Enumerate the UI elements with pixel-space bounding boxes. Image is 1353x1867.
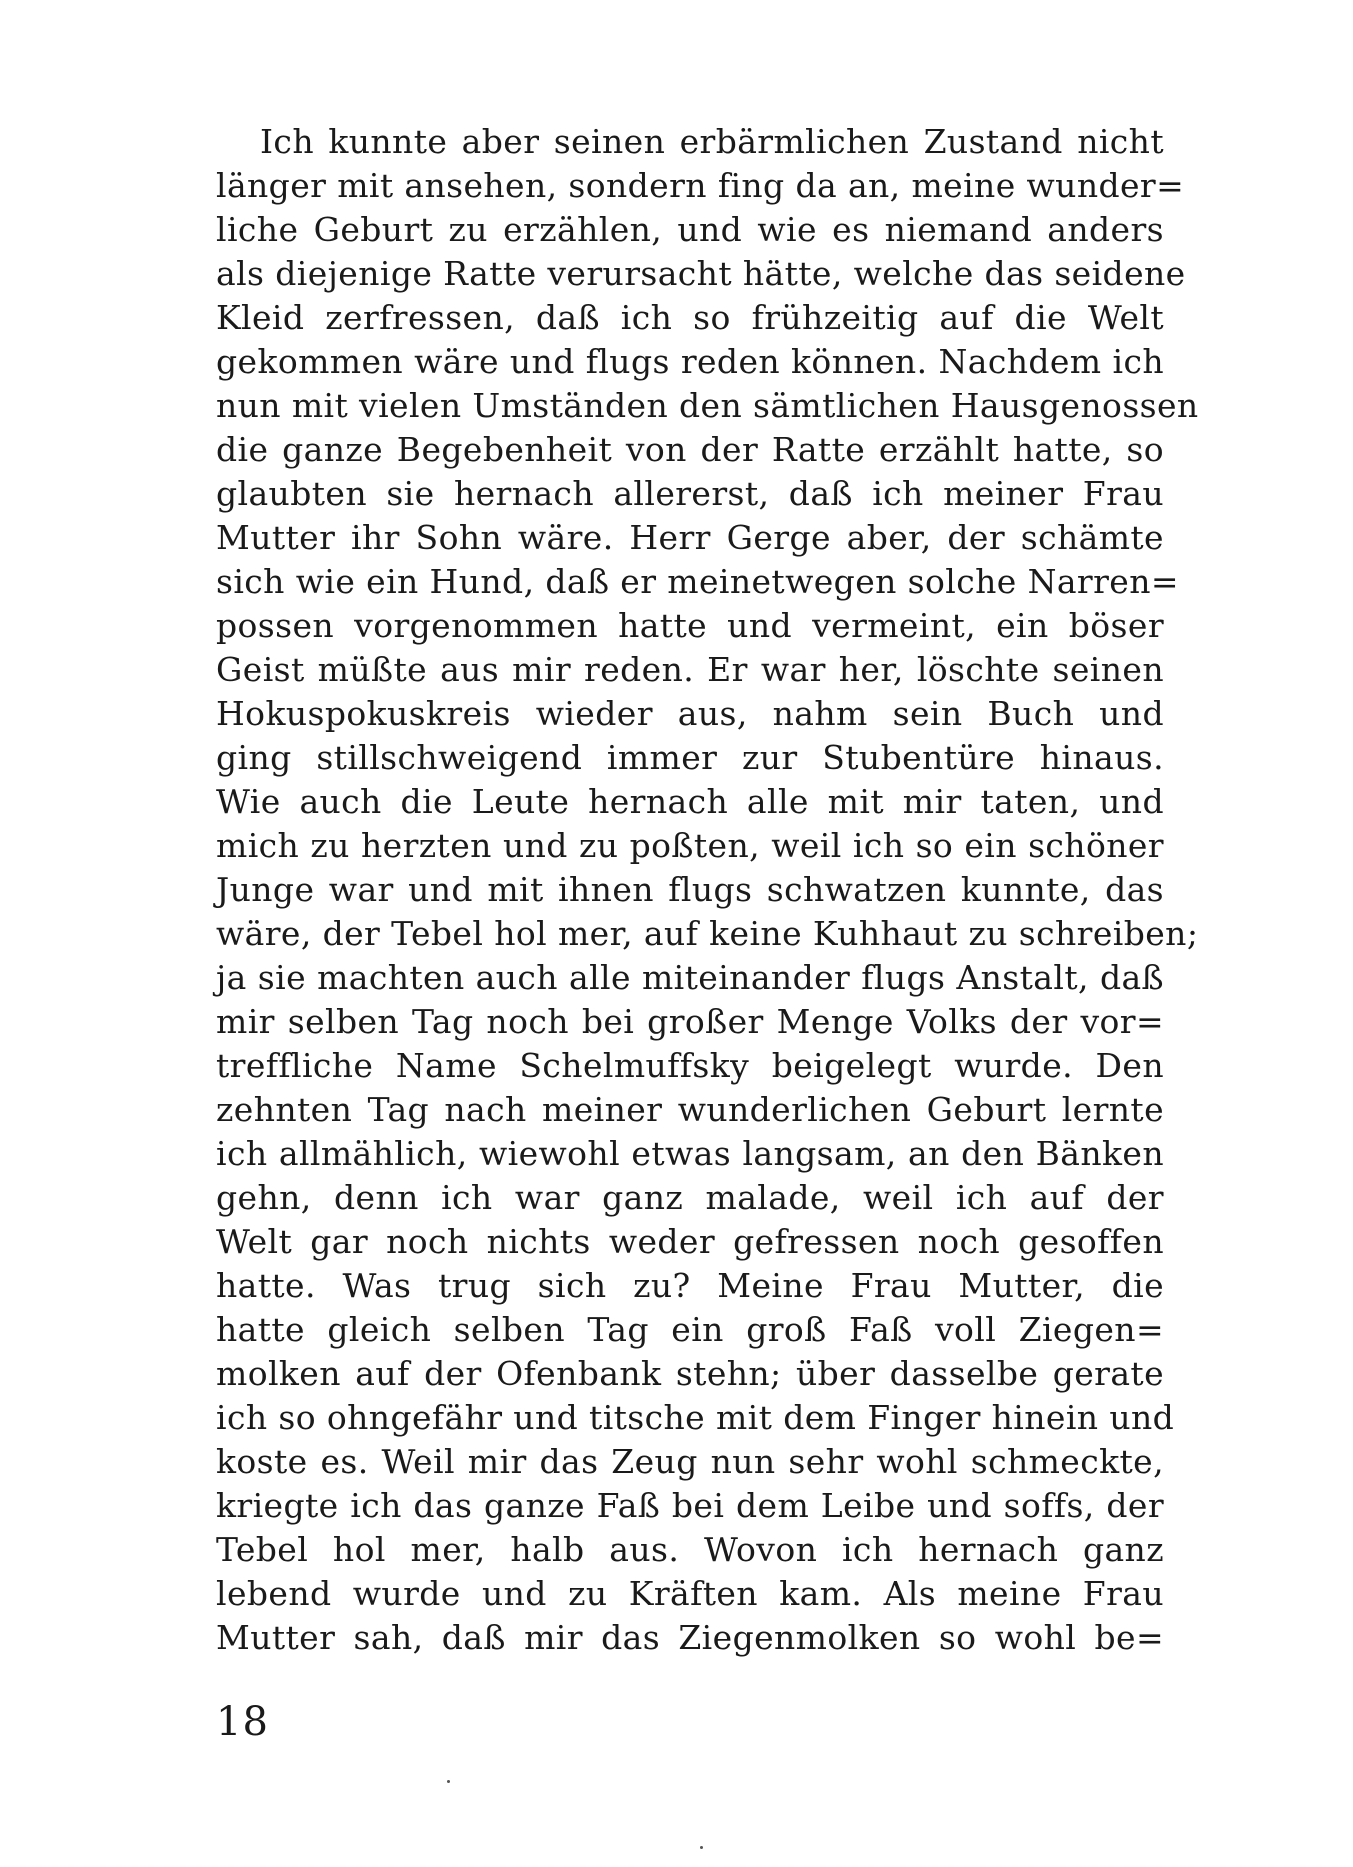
text-line: molken auf der Ofenbank stehn; über dasselbe gerate (216, 1354, 1164, 1393)
text-line: lebend wurde und zu Kräften kam. Als meine Frau (216, 1574, 1164, 1613)
text-line: gehn, denn ich war ganz malade, weil ich auf der (216, 1178, 1164, 1217)
text-line: Mutter ihr Sohn wäre. Herr Gerge aber, der schämte (216, 518, 1164, 557)
text-line: Geist müßte aus mir reden. Er war her, löschte seinen (216, 650, 1164, 689)
text-line: ich so ohngefähr und titsche mit dem Finger hinein und (216, 1398, 1175, 1437)
body-text (216, 120, 1199, 1660)
text-line: koste es. Weil mir das Zeug nun sehr wohl schmeckte, (216, 1442, 1164, 1481)
text-line: Ich kunnte aber seinen erbärmlichen Zustand nicht (260, 122, 1164, 161)
paper-speck (700, 1846, 703, 1849)
text-line: Wie auch die Leute hernach alle mit mir taten, und (216, 782, 1164, 821)
text-line: hatte gleich selben Tag ein groß Faß voll Ziegen= (216, 1310, 1164, 1349)
text-line: zehnten Tag nach meiner wunderlichen Geburt lernte (216, 1090, 1164, 1129)
text-line: ging stillschweigend immer zur Stubentüre hinaus. (216, 738, 1164, 777)
paper-speck (447, 1780, 450, 1783)
text-line: Tebel hol mer, halb aus. Wovon ich hernach ganz (216, 1530, 1164, 1569)
text-line: hatte. Was trug sich zu? Meine Frau Mutter, die (216, 1266, 1164, 1305)
text-line: die ganze Begebenheit von der Ratte erzählt hatte, so (216, 430, 1164, 469)
text-line: sich wie ein Hund, daß er meinetwegen solche Narren= (216, 562, 1179, 601)
page-number: 18 (216, 1699, 269, 1745)
text-line: Mutter sah, daß mir das Ziegenmolken so wohl be= (216, 1618, 1164, 1657)
text-line: wäre, der Tebel hol mer, auf keine Kuhhaut zu schreiben; (216, 914, 1199, 953)
text-line: länger mit ansehen, sondern fing da an, meine wunder= (216, 166, 1185, 205)
text-line: Junge war und mit ihnen flugs schwatzen kunnte, das (216, 870, 1164, 909)
text-line: ich allmählich, wiewohl etwas langsam, an den Bänken (216, 1134, 1164, 1173)
text-line: Hokuspokuskreis wieder aus, nahm sein Buch und (216, 694, 1164, 733)
text-line: kriegte ich das ganze Faß bei dem Leibe und soffs, der (216, 1486, 1164, 1525)
text-line: possen vorgenommen hatte und vermeint, ein böser (216, 606, 1164, 645)
text-line: glaubten sie hernach allererst, daß ich meiner Frau (216, 474, 1164, 513)
text-line: liche Geburt zu erzählen, und wie es niemand anders (216, 210, 1164, 249)
text-line: Welt gar noch nichts weder gefressen noch gesoffen (216, 1222, 1164, 1261)
text-line: Kleid zerfressen, daß ich so frühzeitig auf die Welt (216, 298, 1164, 337)
text-line: mir selben Tag noch bei großer Menge Volks der vor= (216, 1002, 1164, 1041)
text-line: gekommen wäre und flugs reden können. Nachdem ich (216, 342, 1164, 381)
text-line: als diejenige Ratte verursacht hätte, welche das seidene (216, 254, 1186, 293)
text-line: nun mit vielen Umständen den sämtlichen Hausgenossen (216, 386, 1199, 425)
text-line: treffliche Name Schelmuffsky beigelegt wurde. Den (216, 1046, 1164, 1085)
text-line: ja sie machten auch alle miteinander flugs Anstalt, daß (216, 958, 1164, 997)
text-line: mich zu herzten und zu poßten, weil ich so ein schöner (216, 826, 1164, 865)
